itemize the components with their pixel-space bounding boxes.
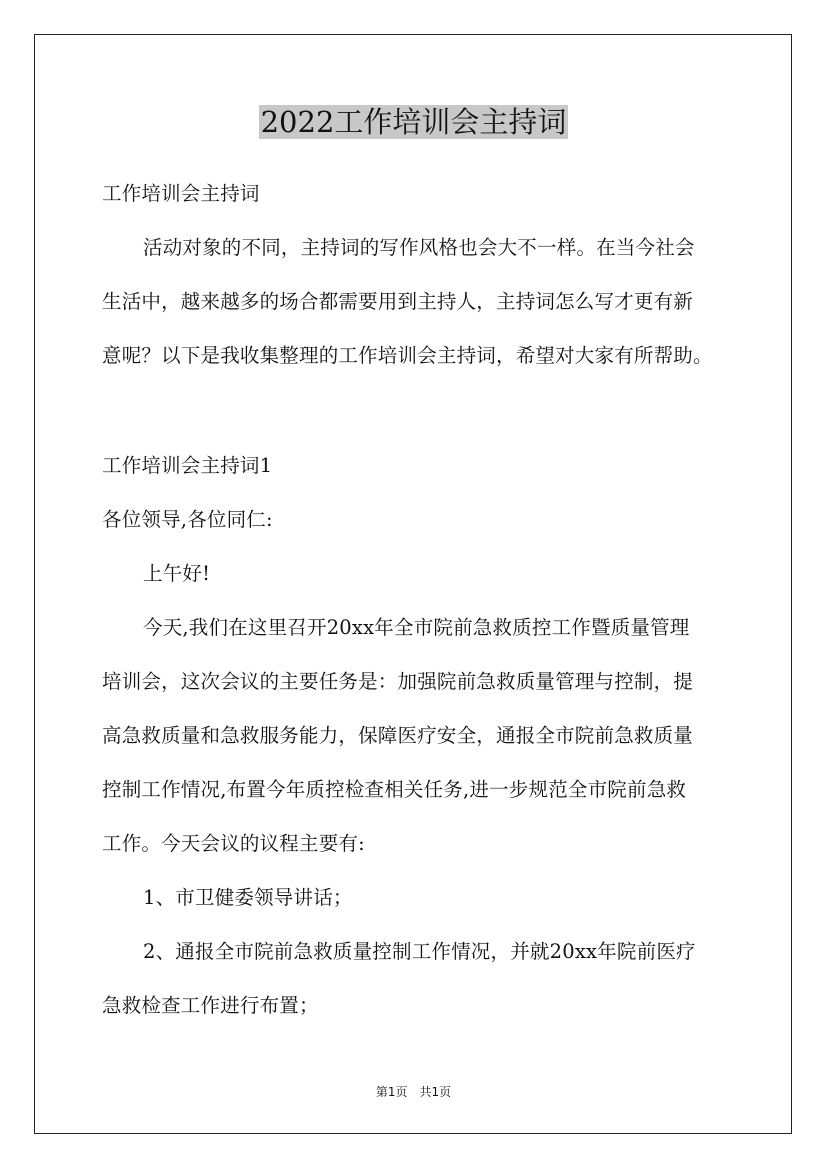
document-subtitle: 工作培训会主持词	[102, 182, 260, 205]
agenda-item: 1、市卫健委领导讲话；	[143, 886, 353, 909]
document-title: 2022工作培训会主持词	[260, 105, 567, 139]
body-paragraph-line: 工作。今天会议的议程主要有:	[102, 832, 365, 855]
agenda-item: 2、通报全市院前急救质量控制工作情况，并就20xx年院前医疗	[143, 940, 696, 963]
greeting: 上午好!	[143, 562, 211, 585]
body-paragraph-line: 培训会，这次会议的主要任务是：加强院前急救质量管理与控制，提	[102, 670, 694, 693]
body-paragraph-line: 控制工作情况,布置今年质控检查相关任务,进一步规范全市院前急救	[102, 778, 687, 801]
intro-paragraph-line: 活动对象的不同，主持词的写作风格也会大不一样。在当今社会	[143, 236, 695, 259]
salutation: 各位领导,各位同仁:	[102, 508, 273, 531]
body-paragraph-line: 高急救质量和急救服务能力，保障医疗安全，通报全市院前急救质量	[102, 724, 694, 747]
page-footer: 第1页 共1页	[375, 1085, 452, 1099]
body-paragraph-line: 今天,我们在这里召开20xx年全市院前急救质控工作暨质量管理	[143, 616, 690, 639]
intro-paragraph-line: 生活中，越来越多的场合都需要用到主持人，主持词怎么写才更有新	[102, 290, 694, 313]
agenda-item-continuation: 急救检查工作进行布置；	[102, 994, 319, 1017]
intro-paragraph-line: 意呢？以下是我收集整理的工作培训会主持词，希望对大家有所帮助。	[102, 344, 713, 367]
section-heading: 工作培训会主持词1	[102, 454, 273, 477]
